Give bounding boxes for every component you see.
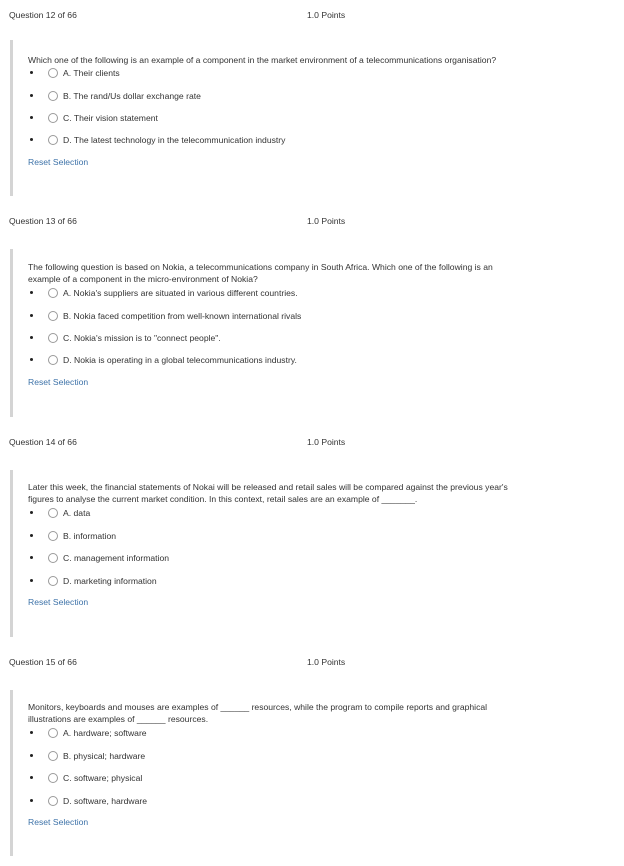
bullet-icon (30, 776, 33, 779)
bullet-icon (30, 71, 33, 74)
bullet-icon (30, 579, 33, 582)
option-label[interactable]: D. marketing information (63, 576, 157, 586)
bullet-icon (30, 799, 33, 802)
radio-button[interactable] (48, 576, 58, 586)
option-label[interactable]: C. software; physical (63, 773, 143, 783)
question-points: 1.0 Points (307, 10, 346, 20)
radio-button[interactable] (48, 751, 58, 761)
radio-button[interactable] (48, 796, 58, 806)
question-text (28, 481, 558, 505)
question-text-line: example of a component in the micro-environment of Nokia? (28, 274, 258, 284)
question-points: 1.0 Points (307, 216, 346, 226)
option-label[interactable]: C. management information (63, 553, 170, 563)
question-points: 1.0 Points (307, 437, 346, 447)
bullet-icon (30, 731, 33, 734)
reset-selection-link[interactable]: Reset Selection (28, 817, 89, 827)
reset-selection-link[interactable]: Reset Selection (28, 597, 89, 607)
question-points: 1.0 Points (307, 657, 346, 667)
radio-button[interactable] (48, 531, 58, 541)
radio-button[interactable] (48, 773, 58, 783)
radio-button[interactable] (48, 728, 58, 738)
bullet-icon (30, 94, 33, 97)
bullet-icon (30, 138, 33, 141)
option-label[interactable]: C. Their vision statement (63, 113, 158, 123)
bullet-icon (30, 556, 33, 559)
radio-button[interactable] (48, 508, 58, 518)
radio-button[interactable] (48, 68, 58, 78)
question-text-line: figures to analyse the current market condition. In this context, retail sales are an example of _______. (28, 494, 418, 504)
question-text-line: illustrations are examples of ______ resources. (28, 714, 209, 724)
reset-selection-link[interactable]: Reset Selection (28, 157, 89, 167)
bullet-icon (30, 291, 33, 294)
radio-button[interactable] (48, 355, 58, 365)
option-label[interactable]: D. Nokia is operating in a global telecommunications industry. (63, 355, 297, 365)
bullet-icon (30, 511, 33, 514)
option-label[interactable]: A. data (63, 508, 91, 518)
radio-button[interactable] (48, 333, 58, 343)
option-label[interactable]: B. The rand/Us dollar exchange rate (63, 91, 201, 101)
option-label[interactable]: B. Nokia faced competition from well-known international rivals (63, 311, 302, 321)
option-label[interactable]: D. The latest technology in the telecommunication industry (63, 135, 286, 145)
question-number: Question 12 of 66 (9, 10, 77, 20)
option-label[interactable]: A. Their clients (63, 68, 120, 78)
question-text-line: Monitors, keyboards and mouses are examples of ______ resources, while the program to compile reports and graphical (28, 702, 488, 712)
question-number: Question 14 of 66 (9, 437, 77, 447)
question-left-bar (10, 470, 13, 637)
question-text-line: The following question is based on Nokia, a telecommunications company in South Africa. Which one of the following is an (28, 262, 493, 272)
question-text-line: Later this week, the financial statements of Nokai will be released and retail sales will be compared against the previous year's (28, 482, 508, 492)
bullet-icon (30, 534, 33, 537)
option-label[interactable]: B. information (63, 531, 117, 541)
question-number: Question 15 of 66 (9, 657, 77, 667)
question-text (28, 701, 558, 725)
radio-button[interactable] (48, 288, 58, 298)
bullet-icon (30, 116, 33, 119)
radio-button[interactable] (48, 135, 58, 145)
reset-selection-link[interactable]: Reset Selection (28, 377, 89, 387)
radio-button[interactable] (48, 91, 58, 101)
question-number: Question 13 of 66 (9, 216, 77, 226)
bullet-icon (30, 358, 33, 361)
question-text-line: Which one of the following is an example of a component in the market environment of a telecommunications organisation? (28, 55, 497, 65)
question-text (28, 54, 558, 66)
bullet-icon (30, 754, 33, 757)
bullet-icon (30, 314, 33, 317)
question-left-bar (10, 40, 13, 196)
option-label[interactable]: A. hardware; software (63, 728, 147, 738)
question-left-bar (10, 690, 13, 856)
question-left-bar (10, 249, 13, 417)
question-text (28, 261, 558, 285)
option-label[interactable]: D. software, hardware (63, 796, 148, 806)
radio-button[interactable] (48, 113, 58, 123)
bullet-icon (30, 336, 33, 339)
radio-button[interactable] (48, 553, 58, 563)
option-label[interactable]: A. Nokia's suppliers are situated in various different countries. (63, 288, 298, 298)
radio-button[interactable] (48, 311, 58, 321)
option-label[interactable]: B. physical; hardware (63, 751, 146, 761)
option-label[interactable]: C. Nokia's mission is to "connect people". (63, 333, 221, 343)
